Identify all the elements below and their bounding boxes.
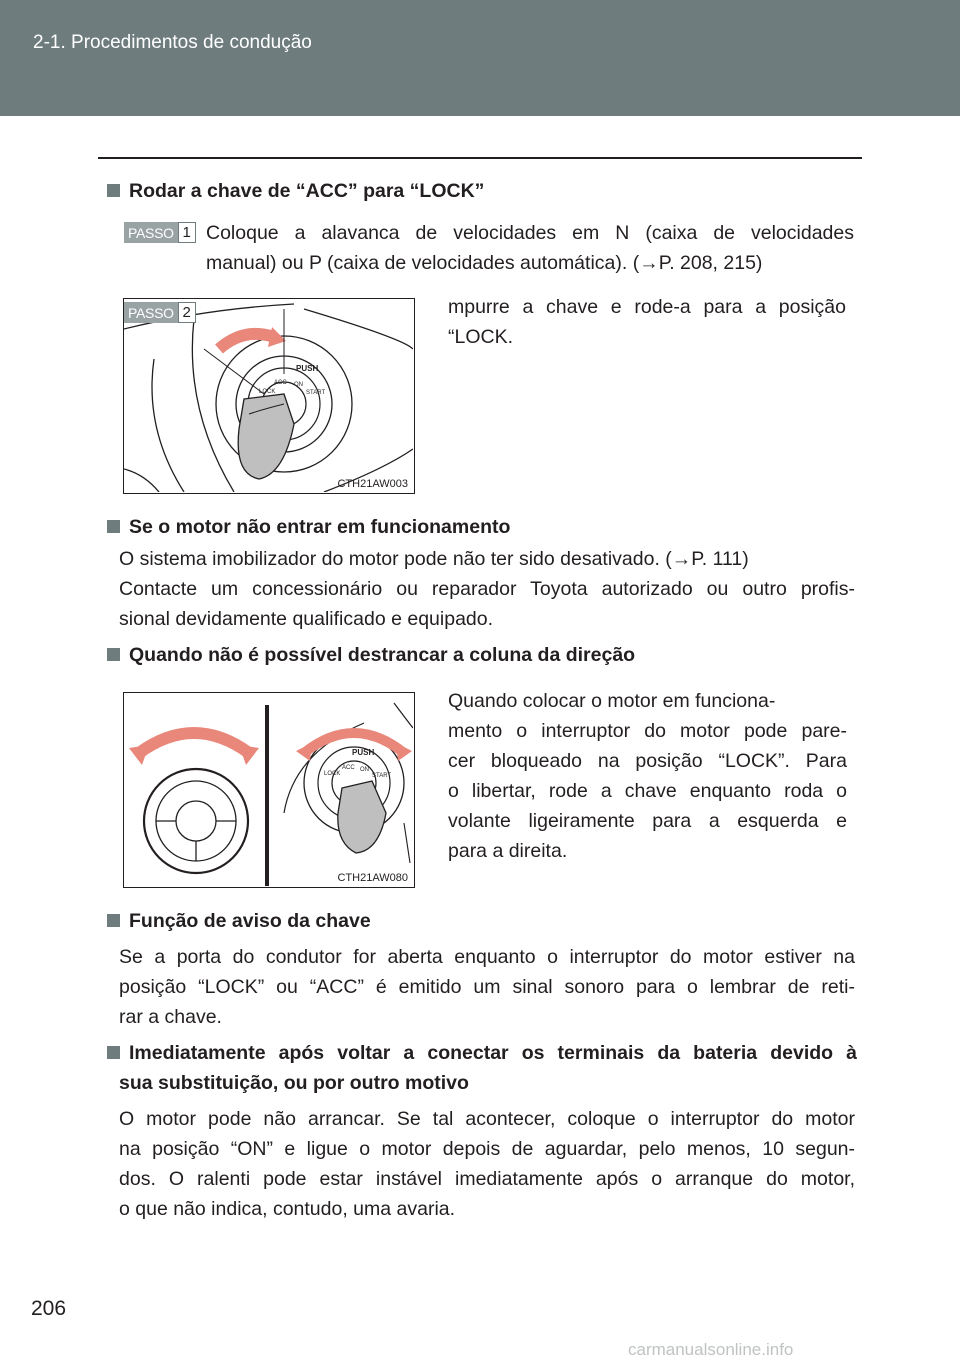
heading-text: Se o motor não entrar em funcionamento: [129, 516, 511, 538]
heading-line-2: sua substituição, ou por outro motivo: [119, 1072, 469, 1094]
heading-line-1: Imediatamente após voltar a conectar os terminais da bateria devido à: [129, 1042, 857, 1064]
section-heading-rotate-key: [107, 176, 484, 206]
push-label: PUSH: [296, 364, 319, 373]
page-number: 206: [31, 1297, 67, 1320]
text-line: para a direita.: [448, 840, 568, 862]
figure-steering-wheel: [123, 692, 415, 888]
header-bar: [0, 0, 960, 116]
lock-label: LOCK: [324, 771, 341, 777]
text-line: Se a porta do condutor for aberta enquanto o interruptor do motor estiver na: [119, 946, 855, 968]
push-label: PUSH: [352, 748, 375, 757]
figure-ignition-switch: [123, 298, 415, 494]
steering-unlock-illustration: [124, 693, 413, 886]
on-label: ON: [294, 382, 303, 388]
text-line: o libertar, rode a chave enquanto roda o: [448, 780, 847, 802]
square-bullet-icon: [107, 1046, 120, 1059]
step-2-line-1: mpurre a chave e rode-a para a posição: [448, 296, 846, 318]
step-number: 1: [178, 222, 196, 243]
text-line: na posição “ON” e ligue o motor depois de aguardar, pelo menos, 10 segun-: [119, 1138, 855, 1160]
start-label: START: [306, 390, 326, 396]
step-2-text: [448, 292, 846, 352]
step-badge-2: [124, 302, 196, 323]
text-line: posição “LOCK” ou “ACC” é emitido um sinal sonoro para o lembrar de reti-: [119, 976, 855, 998]
step-1-line-1: Coloque a alavanca de velocidades em N (caixa de velocidades: [206, 222, 854, 244]
text-line: mento o interruptor do motor pode pare-: [448, 720, 847, 742]
text-line: o que não indica, contudo, uma avaria.: [119, 1198, 456, 1220]
text-line: rar a chave.: [119, 1006, 222, 1028]
text-line: O sistema imobilizador do motor pode não ter sido desativado. (→P. 111): [119, 548, 749, 570]
watermark: carmanualsonline.info: [628, 1340, 794, 1359]
step-2-line-2: “LOCK.: [448, 326, 514, 348]
text-line: dos. O ralenti pode estar instável imediatamente após o arranque do motor,: [119, 1168, 855, 1190]
step-1-text: [206, 218, 854, 278]
paragraph-steering-lock: [448, 686, 847, 866]
text-line: volante ligeiramente para a esquerda e: [448, 810, 847, 832]
step-label: PASSO: [124, 222, 178, 243]
lock-label: LOCK: [259, 389, 276, 395]
step-1-line-2: manual) ou P (caixa de velocidades automática). (→P. 208, 215): [206, 252, 763, 274]
section-heading-steering-lock: [107, 640, 635, 670]
acc-label: ACC: [274, 380, 287, 386]
heading-text: Quando não é possível destrancar a coluna da direção: [129, 644, 636, 666]
figure-code: CTH21AW080: [337, 872, 408, 884]
text-line: O motor pode não arrancar. Se tal acontecer, coloque o interruptor do motor: [119, 1108, 855, 1130]
text-line: Contacte um concessionário ou reparador Toyota autorizado ou outro profis-: [119, 578, 855, 600]
start-label: START: [372, 773, 392, 779]
square-bullet-icon: [107, 520, 120, 533]
ignition-switch-illustration: [124, 299, 413, 492]
heading-text: Função de aviso da chave: [129, 910, 371, 932]
step-label: PASSO: [124, 302, 178, 323]
acc-label: ACC: [342, 765, 355, 771]
paragraph-battery: [119, 1104, 855, 1224]
header-rule: [98, 157, 862, 159]
on-label: ON: [360, 767, 369, 773]
heading-line-1-row: [107, 1038, 857, 1068]
square-bullet-icon: [107, 184, 120, 197]
section-heading-engine-no-start: [107, 512, 510, 542]
heading-text: Rodar a chave de “ACC” para “LOCK”: [129, 180, 485, 202]
step-number: 2: [178, 302, 196, 323]
square-bullet-icon: [107, 914, 120, 927]
step-badge-1: [124, 222, 196, 243]
section-heading-battery: [107, 1038, 857, 1098]
text-line: cer bloqueado na posição “LOCK”. Para: [448, 750, 847, 772]
text-line: Quando colocar o motor em funciona-: [448, 690, 776, 712]
section-heading-key-warning: [107, 906, 371, 936]
text-line: sional devidamente qualificado e equipado.: [119, 608, 494, 630]
paragraph-engine-no-start: [119, 544, 855, 634]
section-title: 2-1. Procedimentos de condução: [33, 32, 312, 53]
figure-code: CTH21AW003: [337, 478, 408, 490]
square-bullet-icon: [107, 648, 120, 661]
paragraph-key-warning: [119, 942, 855, 1032]
